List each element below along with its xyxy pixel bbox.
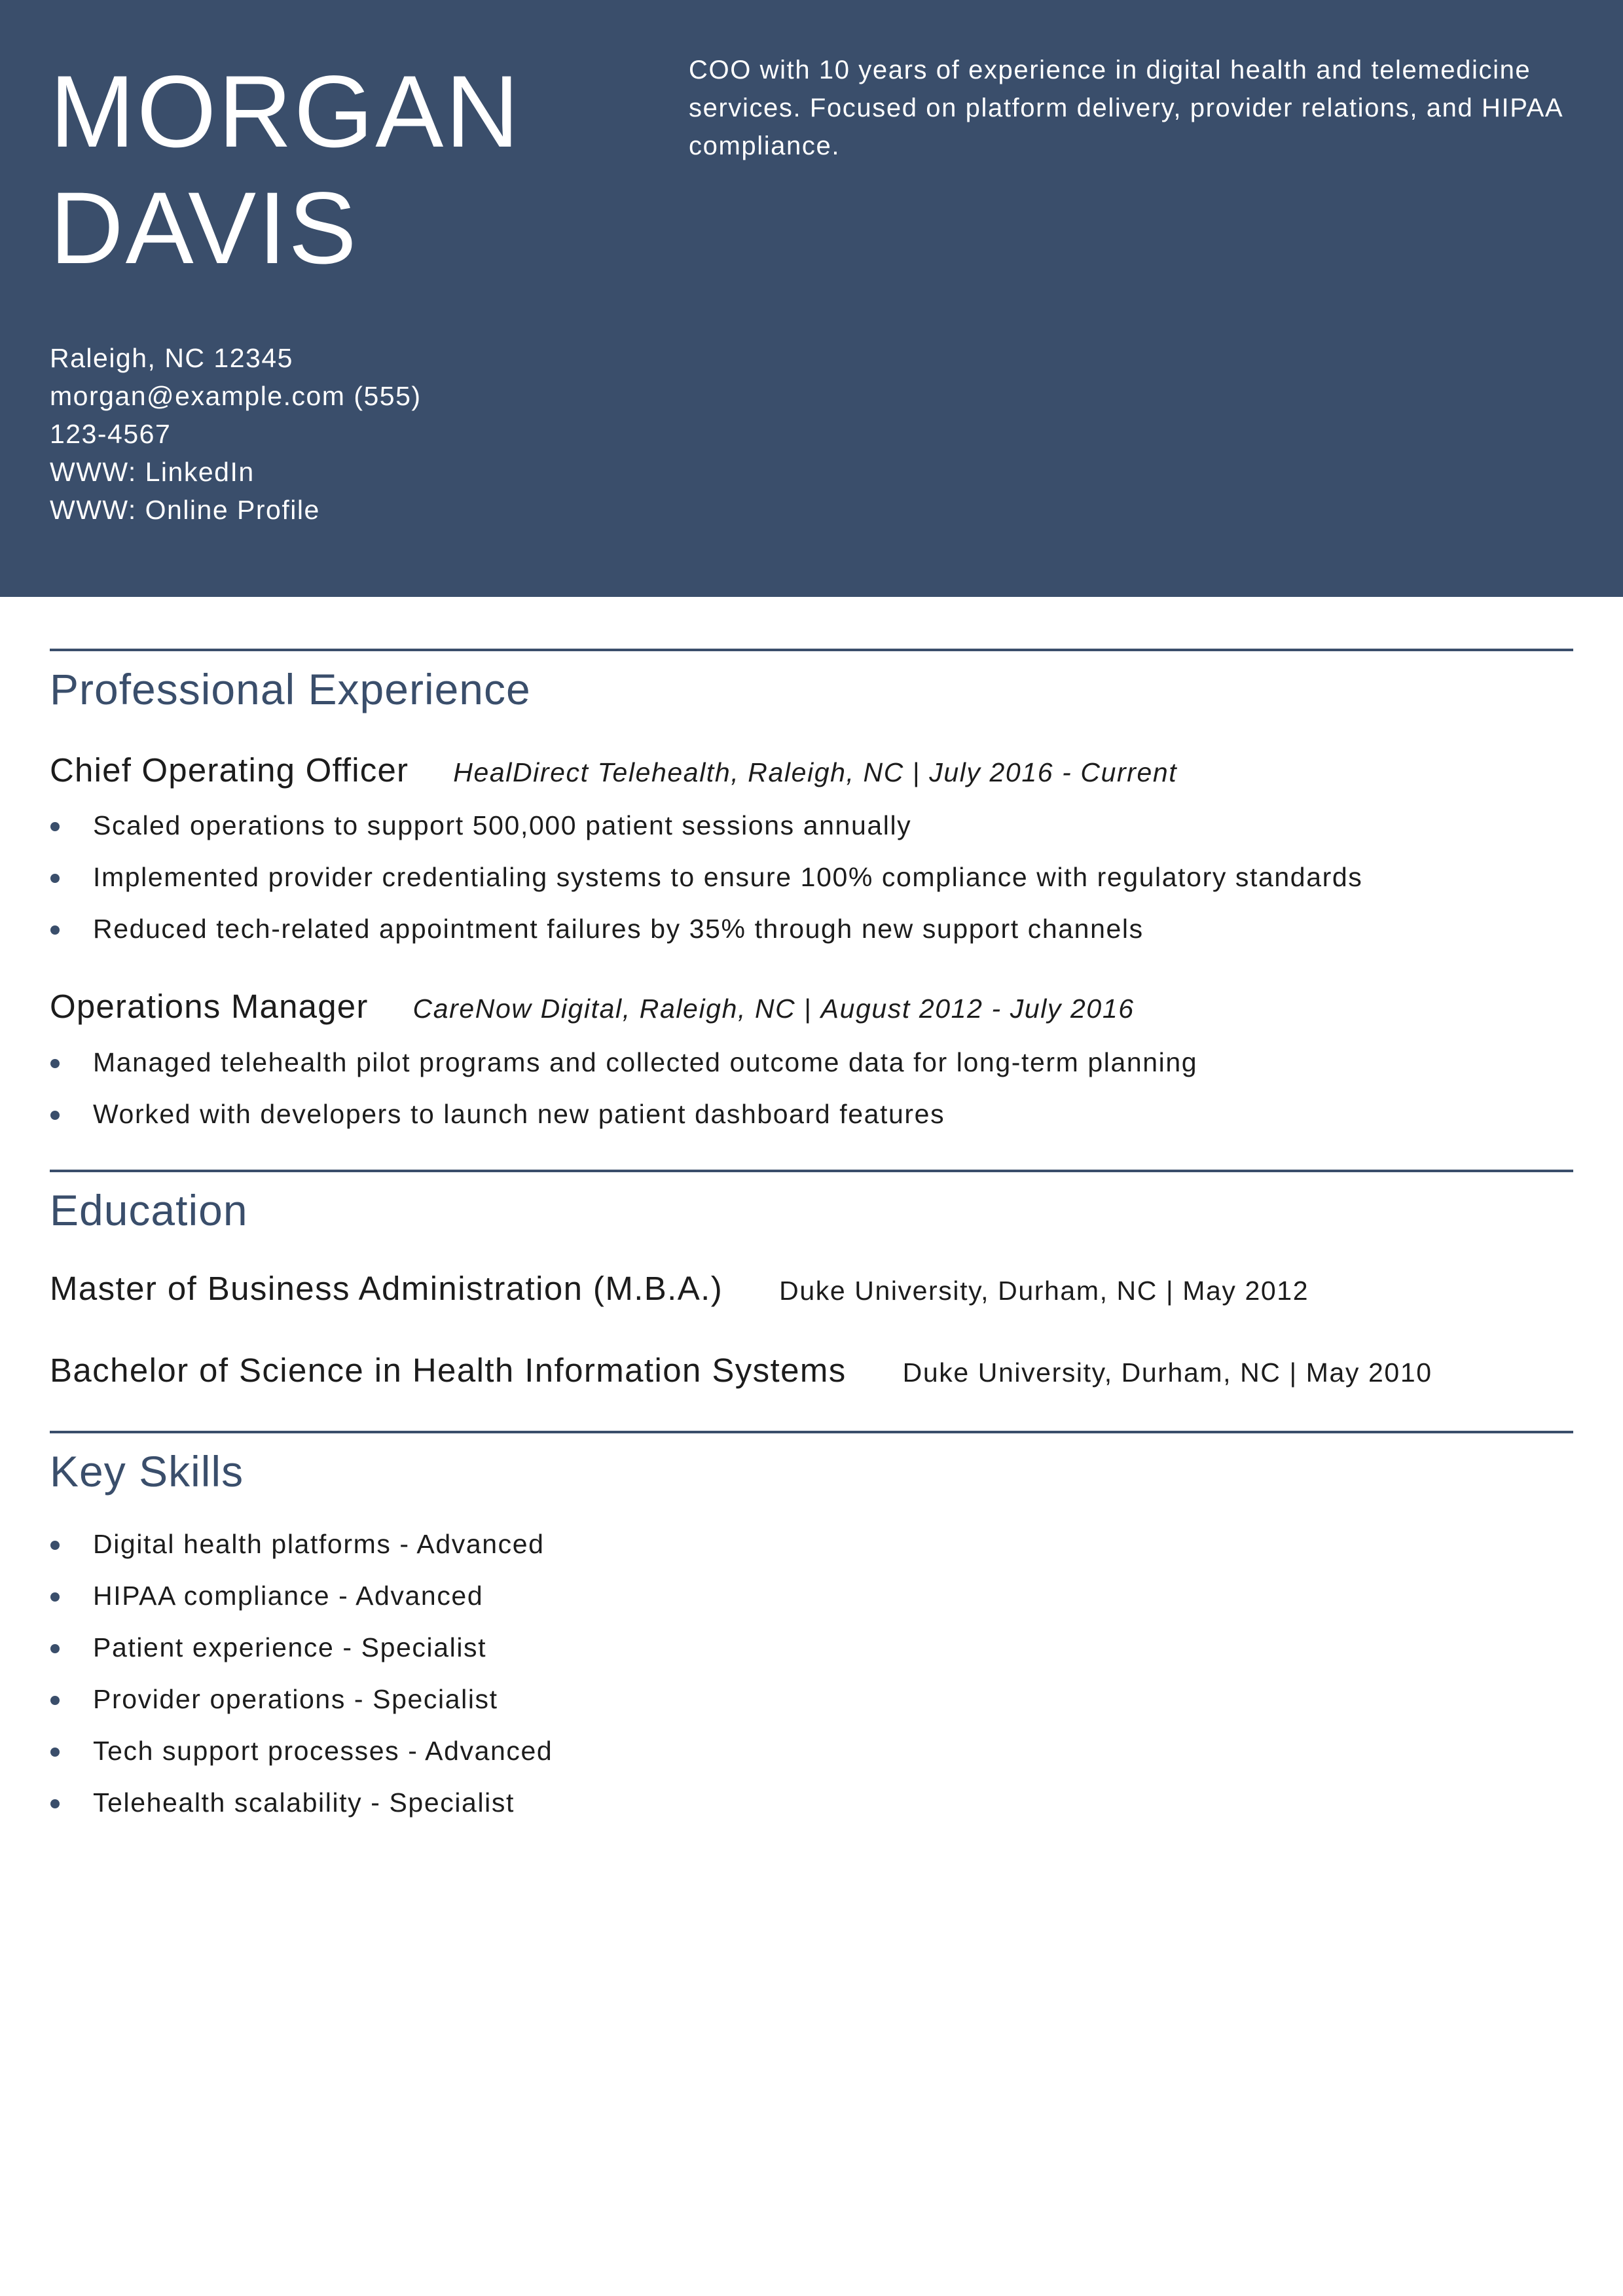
education-meta: [779, 1276, 1309, 1306]
education-degree: Bachelor of Science in Health Information Systems: [50, 1352, 847, 1389]
job-header: [50, 987, 1135, 1035]
contact-email-phone[interactable]: morgan@example.com (555): [50, 381, 422, 411]
section-divider: [50, 649, 1573, 651]
job-meta: [453, 757, 1177, 787]
job-bullets: [50, 1037, 1569, 1140]
job-title: Chief Operating Officer: [50, 751, 409, 789]
job-bullet: [50, 852, 1569, 903]
bullet-dot-icon: [50, 1748, 60, 1757]
job-header: [50, 751, 1177, 798]
job-meta: [413, 994, 1135, 1024]
skills-list: [50, 1518, 1569, 1829]
education-degree: Master of Business Administration (M.B.A.): [50, 1270, 723, 1307]
job-bullet-text: Implemented provider credentialing systems to ensure 100% compliance with regulatory standards: [93, 862, 1363, 892]
contact-phone-continued: 123-4567: [50, 419, 172, 449]
job-bullet-text: Reduced tech-related appointment failures by 35% through new support channels: [93, 914, 1144, 944]
candidate-name: [50, 54, 639, 287]
job-bullet-text: Scaled operations to support 500,000 patient sessions annually: [93, 810, 912, 840]
education-date: May 2010: [1305, 1357, 1432, 1388]
job-bullet: [50, 800, 1569, 852]
education-separator: |: [1289, 1357, 1298, 1388]
skill-text: HIPAA compliance - Advanced: [93, 1581, 484, 1611]
education-school: Duke University, Durham, NC: [779, 1276, 1158, 1306]
job-dates: August 2012 - July 2016: [820, 994, 1135, 1024]
bullet-dot-icon: [50, 874, 60, 883]
last-name: DAVIS: [50, 171, 359, 285]
skill-text: Tech support processes - Advanced: [93, 1736, 553, 1766]
bullet-dot-icon: [50, 925, 60, 935]
job-location: , Raleigh, NC: [731, 757, 904, 787]
header-band: [0, 0, 1623, 597]
contact-block: [50, 339, 469, 529]
job-bullets: [50, 800, 1569, 955]
section-title-experience: Professional Experience: [50, 665, 531, 713]
skill-text: Patient experience - Specialist: [93, 1632, 487, 1662]
contact-profile-link[interactable]: WWW: Online Profile: [50, 495, 320, 525]
contact-linkedin-link[interactable]: WWW: LinkedIn: [50, 457, 255, 487]
job-bullet: [50, 1037, 1569, 1088]
education-school: Duke University, Durham, NC: [902, 1357, 1281, 1388]
skill-item: [50, 1674, 1569, 1725]
skill-text: Digital health platforms - Advanced: [93, 1529, 545, 1559]
education-entry: [50, 1268, 1309, 1318]
bullet-dot-icon: [50, 1696, 60, 1705]
skill-item: [50, 1622, 1569, 1674]
skill-item: [50, 1725, 1569, 1777]
bullet-dot-icon: [50, 1592, 60, 1602]
skill-text: Provider operations - Specialist: [93, 1684, 498, 1714]
first-name: MORGAN: [50, 55, 521, 169]
skill-item: [50, 1518, 1569, 1570]
job-bullet: [50, 903, 1569, 955]
skill-item: [50, 1777, 1569, 1829]
bullet-dot-icon: [50, 1059, 60, 1068]
skill-item: [50, 1570, 1569, 1622]
education-separator: |: [1165, 1276, 1175, 1306]
job-separator: |: [804, 994, 812, 1024]
education-meta: [903, 1357, 1432, 1388]
professional-summary: COO with 10 years of experience in digital health and telemedicine services. Focused on platform delivery, provider relations, and HIPAA compliance.: [689, 56, 1562, 160]
job-bullet-text: Managed telehealth pilot programs and collected outcome data for long-term planning: [93, 1047, 1198, 1077]
contact-address: Raleigh, NC 12345: [50, 343, 293, 373]
section-title-education: Education: [50, 1186, 248, 1234]
education-entry: [50, 1350, 1432, 1400]
job-bullet-text: Worked with developers to launch new patient dashboard features: [93, 1099, 945, 1129]
section-divider: [50, 1431, 1573, 1433]
bullet-dot-icon: [50, 1111, 60, 1120]
bullet-dot-icon: [50, 822, 60, 831]
job-bullet: [50, 1088, 1569, 1140]
section-title-skills: Key Skills: [50, 1447, 244, 1496]
bullet-dot-icon: [50, 1541, 60, 1550]
job-dates: July 2016 - Current: [929, 757, 1178, 787]
bullet-dot-icon: [50, 1799, 60, 1808]
job-title: Operations Manager: [50, 988, 369, 1025]
job-separator: |: [912, 757, 921, 787]
bullet-dot-icon: [50, 1644, 60, 1653]
job-company: HealDirect Telehealth: [453, 757, 731, 787]
skill-text: Telehealth scalability - Specialist: [93, 1787, 515, 1818]
section-divider: [50, 1170, 1573, 1172]
job-location: , Raleigh, NC: [622, 994, 796, 1024]
education-date: May 2012: [1182, 1276, 1309, 1306]
job-company: CareNow Digital: [412, 994, 623, 1024]
